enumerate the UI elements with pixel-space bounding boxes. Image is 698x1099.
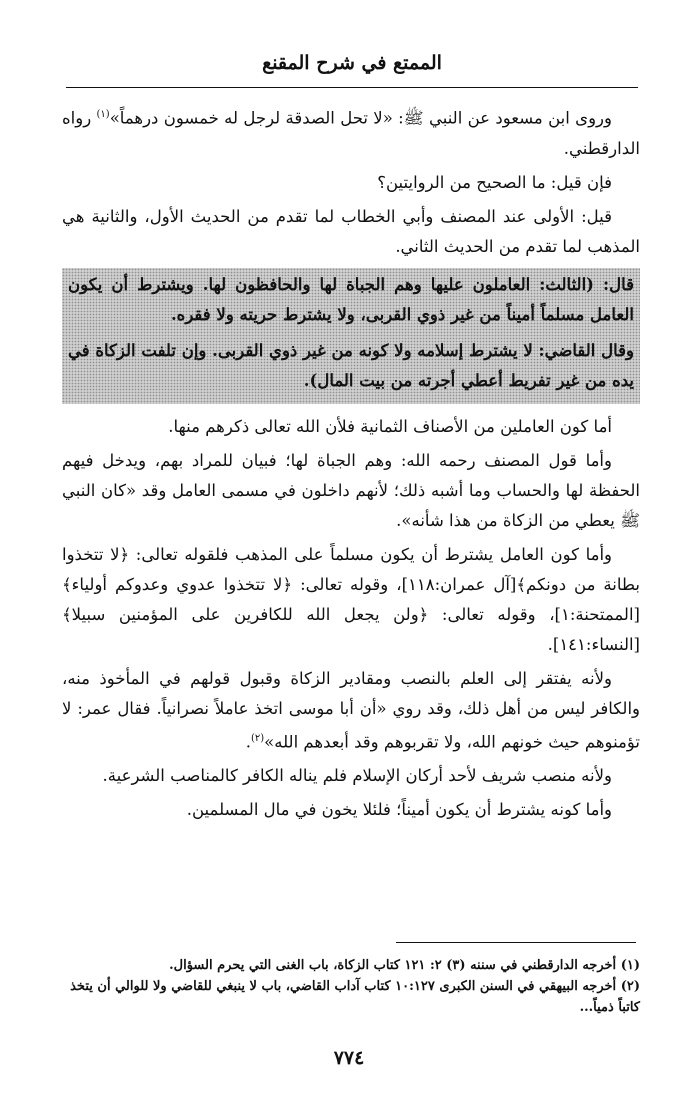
header-divider bbox=[66, 87, 638, 88]
page-header-title: الممتع في شرح المقنع bbox=[262, 52, 442, 74]
main-text bbox=[62, 100, 640, 829]
footnote-ref-1: (١) bbox=[96, 109, 110, 120]
matn-quote-text: قال: (الثالث: العاملون عليها وهم الجباة لها والحافظون لها. ويشترط أن يكون العامل مسلماً أميناً من غير ذوي القربى، ولا يشترط حريته ولا فقره. bbox=[68, 274, 634, 324]
paragraph-question: فإن قيل: ما الصحيح من الروايتين؟ bbox=[377, 172, 612, 192]
commentary-paragraph: أما كون العاملين من الأصناف الثمانية فلأن الله تعالى ذكرهم منها. bbox=[168, 416, 612, 436]
footnote-ref-2: (٢) bbox=[250, 732, 265, 744]
paragraph-end: . bbox=[245, 732, 251, 751]
matn-quote-block bbox=[62, 268, 640, 404]
paragraph-text: ولأنه يفتقر إلى العلم بالنصب ومقادير الزكاة وقبول قولهم في المأخوذ منه، والكافر ليس من أهل ذلك، وقد روي «أن أبا موسى اتخذ عاملاً نصرانياً. فقال عمر: لا تؤمنوهم حيث خونهم الله، ولا تقربوهم وقد أبعدهم الله» bbox=[62, 668, 641, 751]
footnote-1: (١) أخرجه الدارقطني في سننه (٣) ٢: ١٢١ كتاب الزكاة، باب الغنى التي يحرم السؤال. bbox=[169, 958, 640, 973]
paragraph-text-cont: رواه الدارقطني. bbox=[62, 108, 640, 158]
paragraph-answer: قيل: الأولى عند المصنف وأبي الخطاب لما تقدم من الحديث الأول، والثانية هي المذهب لما تقدم من الحديث الثاني. bbox=[62, 206, 640, 256]
paragraph-text: وروى ابن مسعود عن النبي ﷺ: «لا تحل الصدقة لرجل له خمسون درهماً» bbox=[109, 108, 612, 128]
commentary-paragraph: وأما قول المصنف رحمه الله: وهم الجباة لها؛ فبيان للمراد بهم، ويدخل فيهم الحفظة لها والحساب وما أشبه ذلك؛ لأنهم داخلون في مسمى العامل وقد «كان النبي ﷺ يعطي من الزكاة من هذا شأنه». bbox=[62, 450, 640, 530]
commentary-paragraph-umar bbox=[62, 664, 640, 758]
matn-quote-text-qadi: وقال القاضي: لا يشترط إسلامه ولا كونه من غير ذوي القربى. وإن تلفت الزكاة في يده من غير تفريط أعطي أجرته من بيت المال). bbox=[68, 340, 634, 390]
commentary-paragraph: وأما كونه يشترط أن يكون أميناً؛ فلئلا يخون في مال المسلمين. bbox=[186, 800, 612, 819]
footnotes bbox=[62, 955, 640, 1018]
paragraph-ibn-masud bbox=[62, 100, 640, 164]
footnote-2: (٢) أخرجه البيهقي في السنن الكبرى ١٠:١٢٧ كتاب آداب القاضي، باب لا ينبغي للقاضي ولا للوالي أن يتخذ كاتباً ذمياً... bbox=[70, 979, 640, 1015]
commentary-paragraph: ولأنه منصب شريف لأحد أركان الإسلام فلم يناله الكافر كالمناصب الشرعية. bbox=[102, 766, 612, 785]
page-number: ٧٧٤ bbox=[333, 1047, 365, 1069]
commentary-paragraph: وأما كون العامل يشترط أن يكون مسلماً على المذهب فلقوله تعالى: ﴿لا تتخذوا بطانة من دونكم﴾[آل عمران:١١٨]، وقوله تعالى: ﴿لا تتخذوا عدوي وعدوكم أولياء﴾[الممتحنة:١]، وقوله تعالى: ﴿ولن يجعل الله للكافرين على المؤمنين سبيلا﴾[النساء:١٤١]. bbox=[62, 544, 641, 654]
footnote-divider bbox=[396, 942, 636, 943]
